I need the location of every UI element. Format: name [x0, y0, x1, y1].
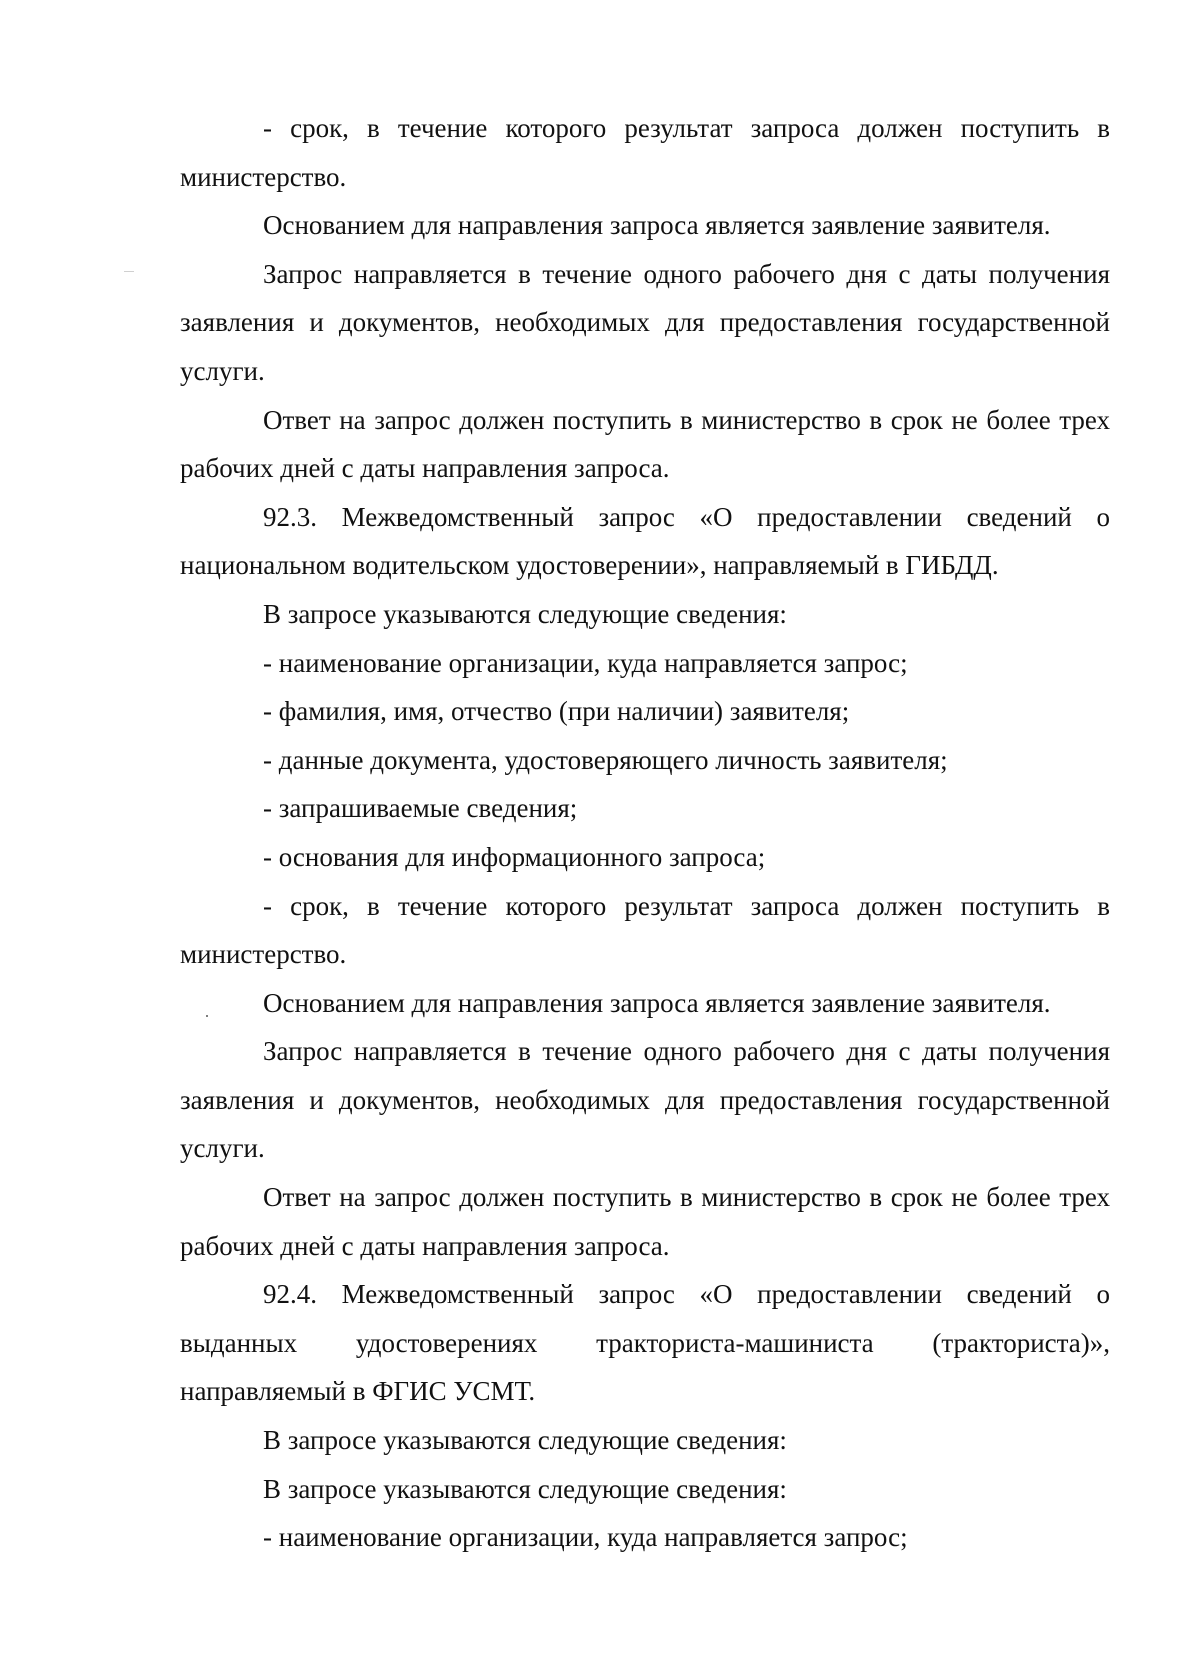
- text-line: направляемый в ФГИС УСМТ.: [180, 1376, 536, 1407]
- list-item: - фамилия, имя, отчество (при наличии) заявителя;: [263, 696, 850, 727]
- list-item: - срок, в течение которого результат запроса должен поступить в: [263, 890, 1110, 921]
- text-line: В запросе указываются следующие сведения:: [263, 1473, 787, 1504]
- list-item: - запрашиваемые сведения;: [263, 793, 578, 824]
- text-line: выданных удостоверениях тракториста-машиниста (тракториста)»,: [180, 1327, 1110, 1358]
- text-line: Запрос направляется в течение одного рабочего дня с даты получения: [263, 1036, 1110, 1067]
- text-line: услуги.: [180, 1133, 265, 1164]
- document-body: [180, 104, 1110, 1562]
- text-line: В запросе указываются следующие сведения:: [263, 1425, 787, 1456]
- list-item: - наименование организации, куда направляется запрос;: [263, 647, 908, 678]
- text-line: Запрос направляется в течение одного рабочего дня с даты получения: [263, 258, 1110, 289]
- text-line: национальном водительском удостоверении», направляемый в ГИБДД.: [180, 550, 999, 581]
- text-line: Основанием для направления запроса является заявление заявителя.: [263, 210, 1051, 241]
- text-line: рабочих дней с даты направления запроса.: [180, 1230, 670, 1261]
- text-line: В запросе указываются следующие сведения:: [263, 598, 787, 629]
- text-line: министерство.: [180, 939, 347, 970]
- text-line: - срок, в течение которого результат запроса должен поступить в: [263, 113, 1110, 143]
- scan-artifact: [124, 271, 134, 272]
- text-line: рабочих дней с даты направления запроса.: [180, 453, 670, 484]
- text-line: заявления и документов, необходимых для предоставления государственной: [180, 307, 1110, 338]
- list-item: - данные документа, удостоверяющего личность заявителя;: [263, 744, 948, 775]
- text-line: Ответ на запрос должен поступить в министерство в срок не более трех: [263, 404, 1110, 435]
- text-line: министерство.: [180, 161, 347, 192]
- text-line: Основанием для направления запроса является заявление заявителя.: [263, 987, 1051, 1018]
- section-heading-92-4: 92.4. Межведомственный запрос «О предоставлении сведений о: [263, 1279, 1110, 1310]
- text-line: заявления и документов, необходимых для предоставления государственной: [180, 1084, 1110, 1115]
- list-item: - основания для информационного запроса;: [263, 841, 766, 872]
- text-line: Ответ на запрос должен поступить в министерство в срок не более трех: [263, 1182, 1110, 1213]
- text-line: услуги.: [180, 355, 265, 386]
- section-heading-92-3: 92.3. Межведомственный запрос «О предоставлении сведений о: [263, 501, 1110, 532]
- list-item: - наименование организации, куда направляется запрос;: [263, 1522, 908, 1553]
